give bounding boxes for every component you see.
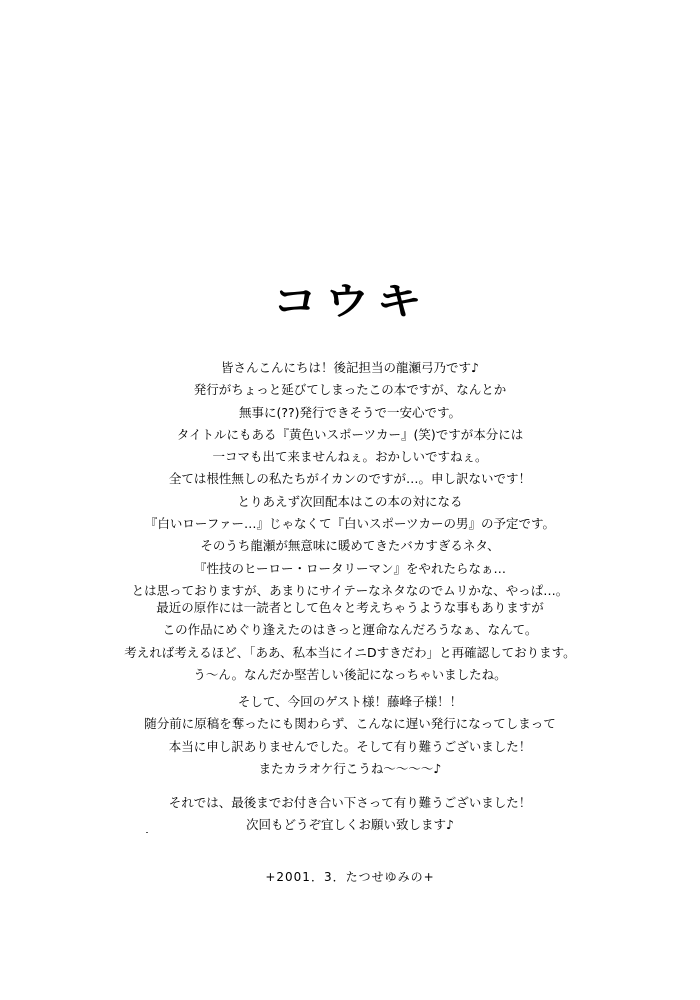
paragraph-reflection	[0, 597, 700, 686]
text-line: そのうち龍瀬が無意味に暖めてきたバカすぎるネタ、	[200, 538, 500, 554]
paragraph-greeting	[0, 357, 700, 602]
text-line: 発行がちょっと延びてしまったこの本ですが、なんとか	[193, 382, 507, 398]
text-line: 全ては根性無しの私たちがイカンのですが…。申し訳ないです！	[168, 471, 532, 487]
text-line: 最近の原作には一読者として色々と考えちゃうような事もありますが	[156, 600, 544, 615]
page-title: コウキ	[272, 278, 428, 323]
text-line: う～ん。なんだか堅苦しい後記になっちゃいましたね。	[193, 666, 507, 682]
paragraph-closing	[0, 792, 700, 837]
text-line: この作品にめぐり逢えたのはきっと運命なんだろうなぁ、なんて。	[162, 622, 538, 638]
text-line: 一コマも出て来ませんねぇ。おかしいですねぇ。	[212, 449, 488, 465]
text-line: 次回もどうぞ宜しくお願い致します♪	[246, 817, 454, 833]
text-line: 考えれば考えるほど、「ああ、私本当にイニDすきだわ」と再確認しております。	[124, 644, 576, 660]
signature-date: +2001．3．たつせゆみの+	[265, 870, 435, 884]
text-line: とりあえず次回配本はこの本の対になる	[237, 493, 463, 509]
print-speck	[146, 832, 148, 833]
text-line: 随分前に原稿を奪ったにも関わらず、こんなに遅い発行になってしまって	[144, 716, 556, 732]
text-line: 『性技のヒーロー・ロータリーマン』をやれたらなぁ…	[193, 560, 506, 576]
text-line: とは思っておりますが、あまりにサイテーなネタなのでムリかな、やっぱ…。	[131, 582, 569, 598]
paragraph-guest-thanks	[0, 691, 700, 780]
text-line: 本当に申し訳ありませんでした。そして有り難うございました！	[168, 738, 532, 754]
text-line: 無事に(??)発行できそうで一安心です。	[238, 404, 462, 420]
text-line: そして、今回のゲスト様！藤峰子様！！	[237, 694, 463, 709]
text-line: タイトルにもある『黄色いスポーツカー』(笑)ですが本分には	[176, 426, 524, 442]
text-line: 『白いローファー…』じゃなくて『白いスポーツカーの男』の予定です。	[144, 516, 556, 532]
text-line: またカラオケ行こうね～～～～♪	[258, 760, 442, 776]
text-line: それでは、最後までお付き合い下さって有り難うございました！	[168, 795, 532, 810]
text-line: 皆さんこんにちは！後記担当の龍瀬弓乃です♪	[221, 360, 479, 375]
